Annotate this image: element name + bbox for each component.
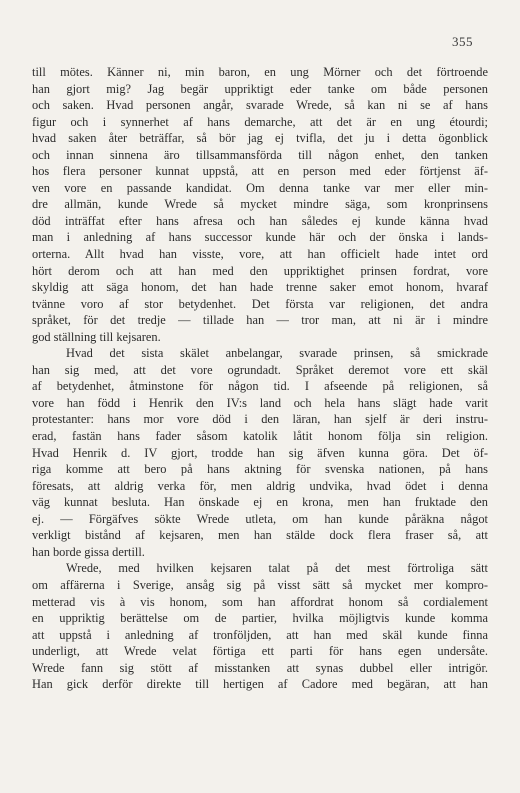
text-line: Hvad Henrik d. IV gjort, trodde han sig äfven kunna göra. Det öf- bbox=[32, 445, 488, 460]
text-line: ej. — Förgäfves sökte Wrede utleta, om han kunde påräkna något bbox=[32, 511, 488, 526]
text-line: metterad vis à vis honom, som han affordrat honom så cordialement bbox=[32, 594, 488, 609]
paragraph bbox=[32, 64, 488, 345]
paragraph bbox=[32, 560, 488, 692]
text-line: figur och i synnerhet af hans demarche, att det är en ung étourdi; bbox=[32, 114, 488, 129]
text-line: han gjort mig? Jag begär uppriktigt eder tanke om både personen bbox=[32, 81, 488, 96]
text-line: skyldig att säga honom, det han hade trenne saker emot honom, hvaraf bbox=[32, 280, 488, 295]
text-line: och saken. Hvad personen angår, svarade Wrede, så kan ni se af hans bbox=[32, 98, 488, 113]
text-line: dre allmän, kunde Wrede så mycket mindre säga, som kronprinsens bbox=[32, 197, 488, 212]
text-line: till mötes. Känner ni, min baron, en ung Mörner och det förtroende bbox=[32, 65, 488, 79]
text-line: Han gick derför direkte till hertigen af Cadore med begäran, att han bbox=[32, 677, 488, 692]
text-line: språket, för det tredje — tillade han — tror man, att ni är i mindre bbox=[32, 313, 488, 328]
body-text bbox=[32, 64, 488, 693]
text-line: protestanter: hans mor vore död i den läran, han sjelf är deri instru- bbox=[32, 412, 488, 427]
page-number: 355 bbox=[452, 34, 473, 49]
text-line: Wrede fann sig stött af misstanken att synas dubbel eller intrigör. bbox=[32, 660, 488, 675]
text-line: tvänne voro af stor betydenhet. Det första var religionen, det andra bbox=[32, 296, 488, 311]
text-line: hvad saken åter beträffar, så bör jag ej tvifla, det ju i detta ögonblick bbox=[32, 131, 488, 146]
text-line: hört derom och att han med den uppriktighet prinsen fordrat, vore bbox=[32, 263, 488, 278]
text-line: god ställning till kejsaren. bbox=[32, 329, 161, 344]
text-line: Wrede, med hvilken kejsaren talat på det mest förtroliga sätt bbox=[66, 561, 488, 576]
text-line: ven vore en passande kandidat. Om denna tanke var mer eller min- bbox=[32, 180, 488, 195]
text-line: om affärerna i Sverige, ansåg sig på visst sätt så mycket mer kompro- bbox=[32, 577, 488, 592]
text-line: han sig med, att det vore ogrundadt. Språket deremot vore ett skäl bbox=[32, 362, 488, 377]
text-line: att uppstå i anledning af tronföljden, att han med skäl kunde finna bbox=[32, 627, 488, 642]
text-line: af betydenhet, åtminstone för någon tid. I afseende på religionen, så bbox=[32, 379, 488, 394]
text-line: väg kunnat besluta. Han önskade ej en krona, men han fruktade den bbox=[32, 495, 488, 510]
paragraph bbox=[32, 345, 488, 560]
text-line: Hvad det sista skälet anbelangar, svarade prinsen, så smickrade bbox=[66, 346, 488, 361]
text-line: underligt, att Wrede velat förtiga ett parti för hans egen undersåte. bbox=[32, 644, 488, 659]
text-line: man i anledning af hans successor kunde här och der önska i lands- bbox=[32, 230, 488, 245]
text-line: riga komme att bero på hans aktning för svenska nationen, på hans bbox=[32, 462, 488, 477]
text-line: han borde gissa dertill. bbox=[32, 544, 145, 559]
text-line: föresats, att aldrig verka för, men aldrig undvika, hvad ödet i denna bbox=[32, 478, 488, 493]
text-line: hos flera personer kunnat uppstå, att en person med eder förtjenst äf- bbox=[32, 164, 488, 179]
text-line: död inträffat efter hans afresa och han således ej kunde känna hvad bbox=[32, 213, 488, 228]
text-line: verkligt bistånd af kejsaren, men han stälde dock flera fraser så, att bbox=[32, 528, 488, 543]
text-line: orterna. Allt hvad han visste, vore, att han officielt hade intet ord bbox=[32, 247, 488, 262]
text-line: vore han född i Henrik den IV:s land och hela hans slägt hade varit bbox=[32, 395, 488, 410]
text-line: erad, fastän hans fader såsom katolik låtit honom följa sin religion. bbox=[32, 429, 488, 444]
text-line: och innan sinnena äro tillsammansförda till någon enhet, den tanken bbox=[32, 147, 488, 162]
text-line: en uppriktig berättelse om de partier, hvilka möjligtvis kunde komma bbox=[32, 611, 488, 626]
